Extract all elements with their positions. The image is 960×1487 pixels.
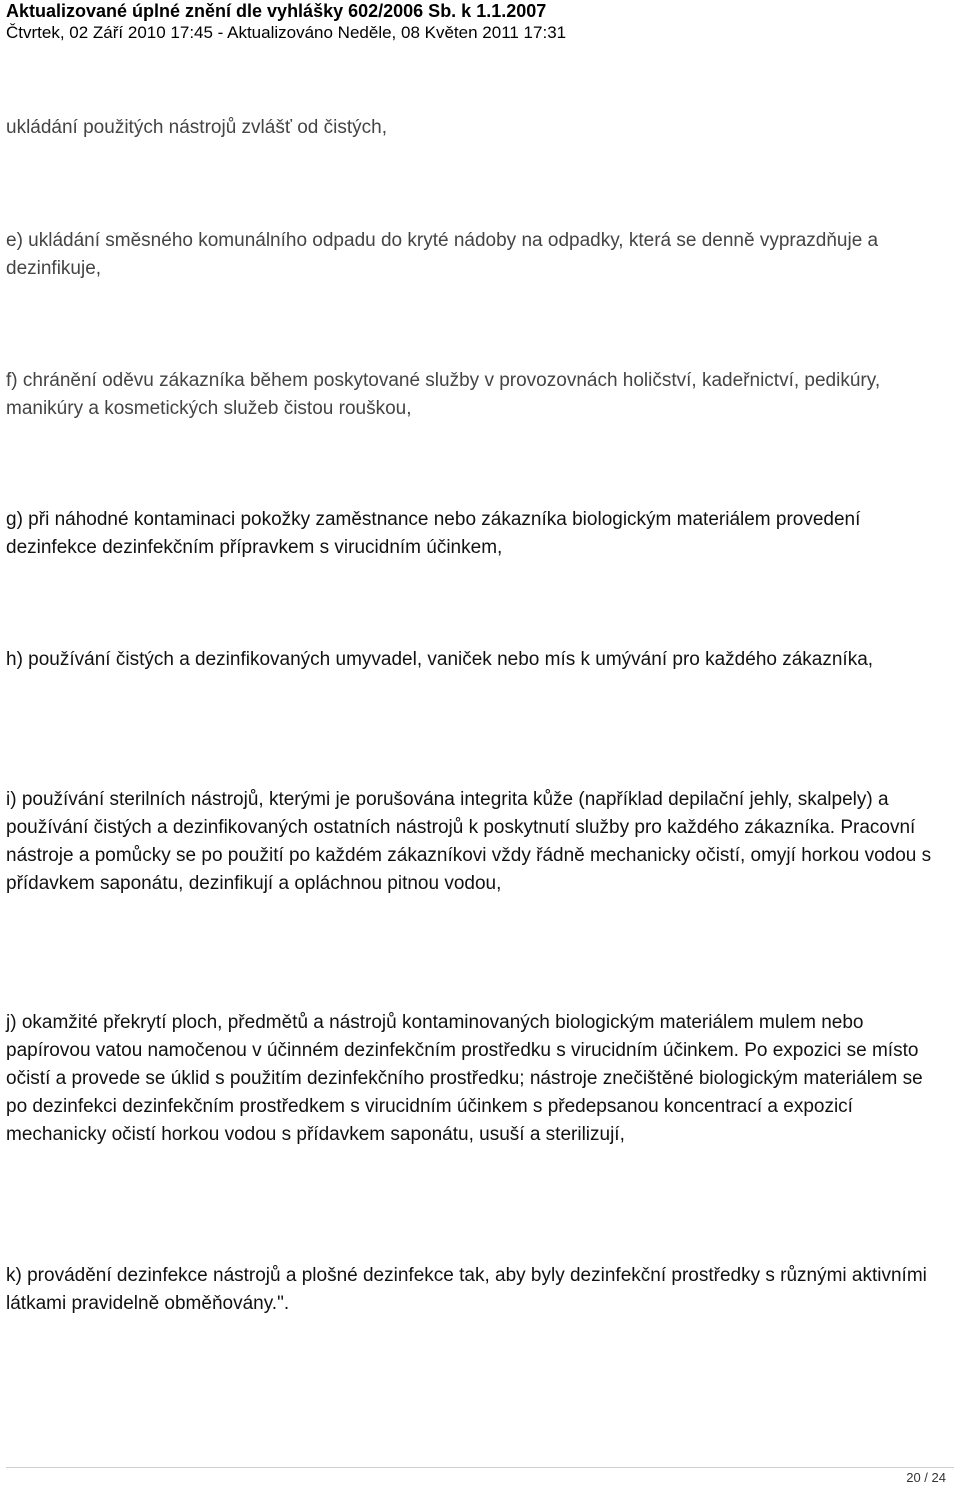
paragraph-continuation: ukládání použitých nástrojů zvlášť od čistých, xyxy=(6,117,387,138)
paragraph-item-h: h) používání čistých a dezinfikovaných umyvadel, vaniček nebo mís k umývání pro každého zákazníka, xyxy=(6,649,874,670)
paragraph-item-f: f) chránění oděvu zákazníka během poskytované služby v provozovnách holičství, kadeřnictví, pedikúry, manikúry a kosmetických služeb čistou rouškou, xyxy=(6,370,881,419)
page-header xyxy=(0,0,960,46)
document-title: Aktualizované úplné znění dle vyhlášky 602/2006 Sb. k 1.1.2007 xyxy=(6,1,547,21)
paragraph-item-i: i) používání sterilních nástrojů, kterými je porušována integrita kůže (například depilační jehly, skalpely) a používání čistých a dezinfikovaných ostatních nástrojů k poskytnutí služby pro každého zákazníka. Pracovní nástroje a pomůcky se po použití po každém zákazníkovi vždy řádně mechanicky očistí, omyjí horkou vodou s přídavkem saponátu, dezinfikují a opláchnou pitnou vodou, xyxy=(6,789,932,894)
page-number: 20 / 24 xyxy=(906,1470,946,1485)
footer-divider xyxy=(6,1467,954,1468)
paragraph-item-k: k) provádění dezinfekce nástrojů a plošné dezinfekce tak, aby byly dezinfekční prostředky s různými aktivními látkami pravidelně obměňovány.". xyxy=(6,1265,927,1314)
document-dates: Čtvrtek, 02 Září 2010 17:45 - Aktualizováno Neděle, 08 Květen 2011 17:31 xyxy=(6,23,567,42)
paragraph-item-g: g) při náhodné kontaminaci pokožky zaměstnance nebo zákazníka biologickým materiálem provedení dezinfekce dezinfekčním přípravkem s virucidním účinkem, xyxy=(6,509,861,558)
paragraph-item-e: e) ukládání směsného komunálního odpadu do kryté nádoby na odpadky, která se denně vyprazdňuje a dezinfikuje, xyxy=(6,230,879,279)
paragraph-item-j: j) okamžité překrytí ploch, předmětů a nástrojů kontaminovaných biologickým materiálem mulem nebo papírovou vatou namočenou v účinném dezinfekčním prostředku s virucidním účinkem. Po expozici se místo očistí a provede se úklid s použitím dezinfekčního prostředku; nástroje znečištěné biologickým materiálem se po dezinfekci dezinfekčním prostředkem s virucidním účinkem s předepsanou koncentrací a expozicí mechanicky očistí horkou vodou s přídavkem saponátu, usuší a sterilizují, xyxy=(6,1012,923,1145)
